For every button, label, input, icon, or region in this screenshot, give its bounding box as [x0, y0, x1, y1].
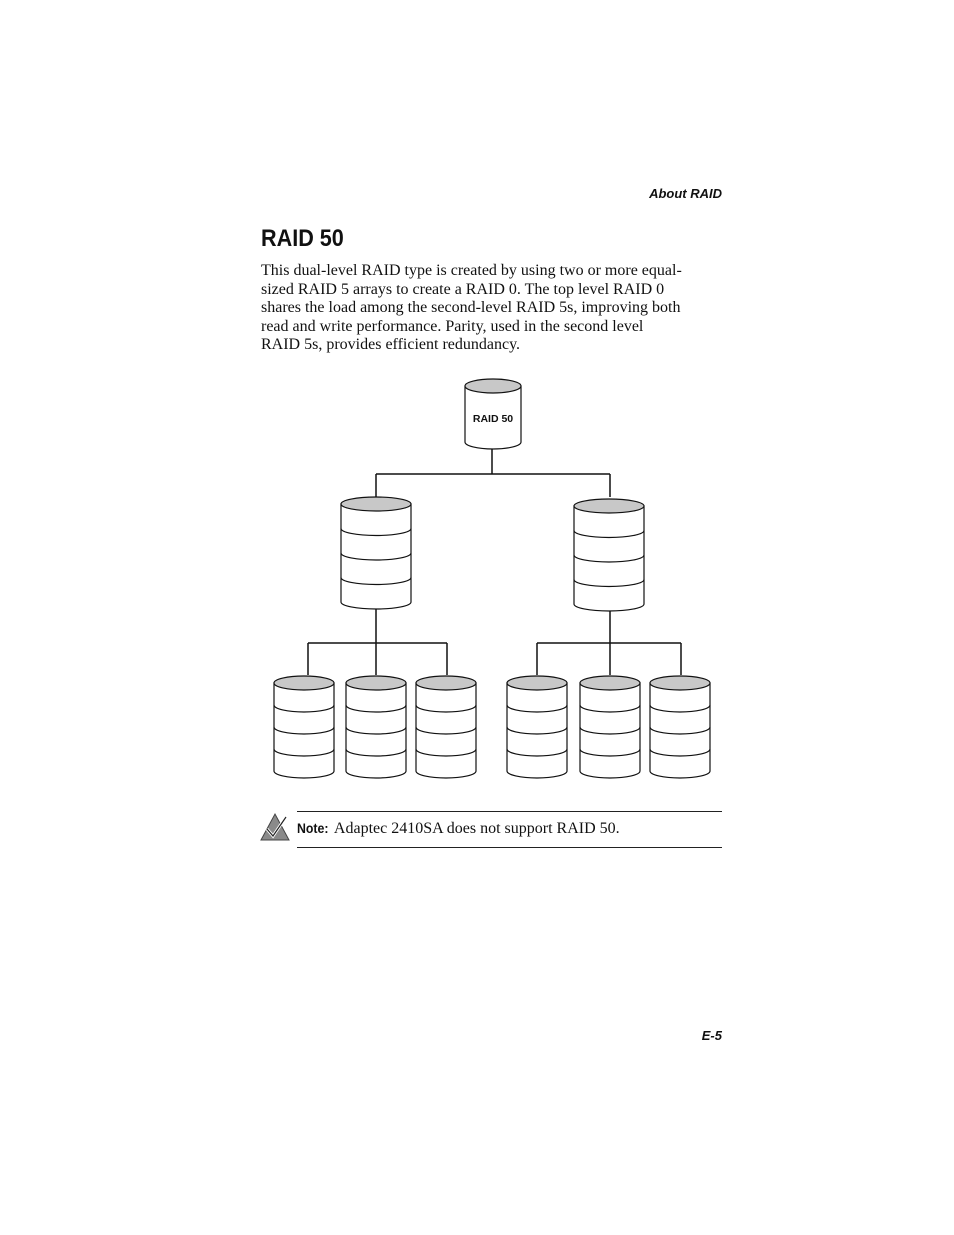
body-line: This dual-level RAID type is created by using two or more equal-: [261, 262, 682, 279]
raid5-array-drum: [341, 497, 411, 609]
member-disk-drum: [274, 676, 334, 778]
note-label: Note:: [297, 820, 329, 836]
body-line: RAID 5s, provides efficient redundancy.: [261, 336, 521, 354]
member-disk-drum: [346, 676, 406, 778]
note-rule-top: [297, 811, 722, 812]
note-text: Adaptec 2410SA does not support RAID 50.: [333, 820, 620, 837]
member-disk-drum: [507, 676, 567, 778]
raid50-label: RAID 50: [472, 413, 514, 425]
note-checkmark-icon: [260, 812, 290, 842]
body-line: sized RAID 5 arrays to create a RAID 0. The top level RAID 0: [261, 280, 665, 298]
body-line: read and write performance. Parity, used in the second level: [261, 317, 644, 335]
note-rule-bottom: [297, 847, 722, 848]
note: [297, 820, 620, 838]
member-disk-drum: [580, 676, 640, 778]
raid5-array-drum: [574, 499, 644, 611]
member-disk-drum: [416, 676, 476, 778]
section-title: RAID 50: [261, 225, 344, 252]
page-number: E-5: [701, 1028, 722, 1043]
body-line: shares the load among the second-level RAID 5s, improving both: [261, 299, 681, 317]
member-disk-drum: [650, 676, 710, 778]
running-head: About RAID: [649, 186, 722, 201]
disk-drums: [274, 379, 710, 778]
